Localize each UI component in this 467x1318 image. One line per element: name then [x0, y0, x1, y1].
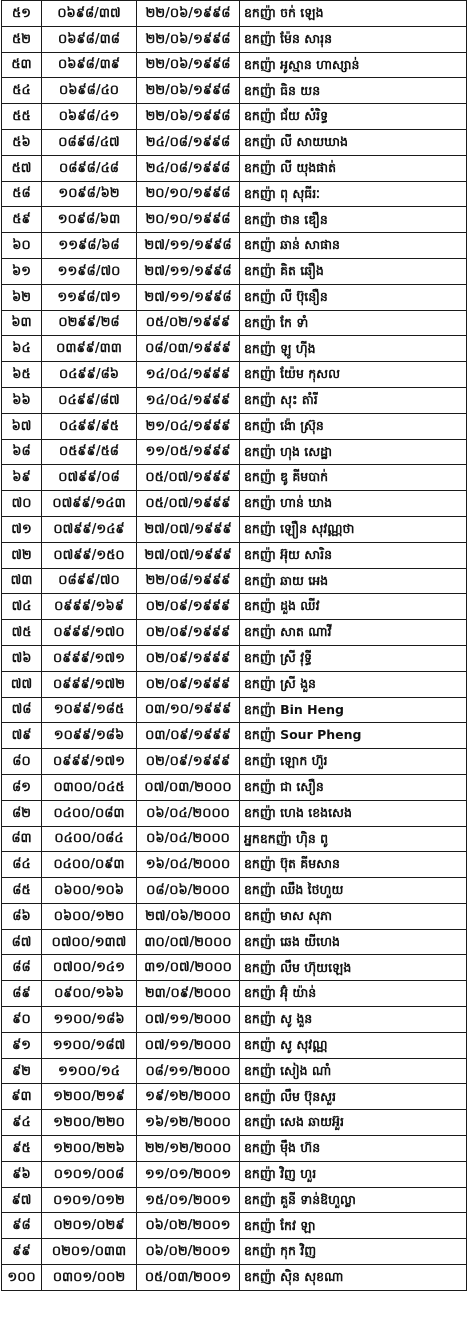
row-number-cell: ៧១	[2, 516, 42, 542]
reference-number-cell: ១១០០/១៨៦	[42, 1007, 137, 1033]
reference-number-cell: ១១៩៨/៧០	[42, 258, 137, 284]
table-row	[2, 955, 467, 981]
date-cell: ១១/០១/២០០១	[137, 1161, 240, 1187]
row-number-cell: ៧៧	[2, 671, 42, 697]
reference-number-cell: ០៧០០/១៤១	[42, 955, 137, 981]
name-cell: ឧកញ៉ា ឡូ ហ៊ីង	[240, 336, 467, 362]
row-number-cell: ៧៩	[2, 723, 42, 749]
name-cell: ឧកញ៉ា ម៉ឹង ហ៊ន	[240, 1136, 467, 1162]
table-row	[2, 774, 467, 800]
table-row	[2, 878, 467, 904]
table-row	[2, 1110, 467, 1136]
date-cell: ០២/០៩/១៩៩៩	[137, 671, 240, 697]
reference-number-cell: ០៦៩៨/៣៨	[42, 26, 137, 52]
name-cell: ឧកញ៉ា ហេង ខេងសេង	[240, 800, 467, 826]
name-cell: ឧកញ៉ា ប៊ុត គីមសាន	[240, 852, 467, 878]
reference-number-cell: ១១៩៨/៧១	[42, 284, 137, 310]
reference-number-cell: ០៥៩៩/៥៨	[42, 439, 137, 465]
name-cell: ឧកញ៉ា ឆាយ អេង	[240, 568, 467, 594]
table-row	[2, 387, 467, 413]
date-cell: ២០/១០/១៩៩៨	[137, 207, 240, 233]
date-cell: ០៨/០៣/១៩៩៩	[137, 336, 240, 362]
registry-table	[1, 0, 467, 1291]
table-row	[2, 181, 467, 207]
reference-number-cell: ០៧៩៩/១៤៩	[42, 516, 137, 542]
name-cell: ឧកញ៉ា អ៊ុយ សារិន	[240, 542, 467, 568]
row-number-cell: ៩៨	[2, 1213, 42, 1239]
date-cell: ២៧/១១/១៩៩៨	[137, 233, 240, 259]
date-cell: ០៦/០៤/២០០០	[137, 800, 240, 826]
reference-number-cell: ០៤០០/០៩៣	[42, 852, 137, 878]
row-number-cell: ៦៨	[2, 439, 42, 465]
reference-number-cell: ០៩៩៩/១៧២	[42, 671, 137, 697]
table-row	[2, 568, 467, 594]
name-cell: ឧកញ៉ា សាត ណាវី	[240, 620, 467, 646]
date-cell: ២២/០៨/១៩៩៩	[137, 568, 240, 594]
row-number-cell: ៩៦	[2, 1161, 42, 1187]
name-cell: ឧកញ៉ា ចក់ ឡេង	[240, 1, 467, 27]
reference-number-cell: ០៦០០/១២០	[42, 903, 137, 929]
row-number-cell: ៧៨	[2, 697, 42, 723]
table-row	[2, 671, 467, 697]
date-cell: ០៨/១១/២០០០	[137, 1058, 240, 1084]
name-cell: ឧកញ៉ា សៀង ណាំ	[240, 1058, 467, 1084]
row-number-cell: ៥១	[2, 1, 42, 27]
date-cell: ០៥/០៧/១៩៩៩	[137, 465, 240, 491]
row-number-cell: ៨៨	[2, 955, 42, 981]
name-cell: ឧកញ៉ា ស៊ិន សុខណា	[240, 1265, 467, 1291]
name-cell: ឧកញ៉ា ដួង ឈីវ	[240, 594, 467, 620]
row-number-cell: ៧៦	[2, 645, 42, 671]
reference-number-cell: ១០៩៩/១៨៥	[42, 697, 137, 723]
date-cell: ២៣/០៩/២០០០	[137, 981, 240, 1007]
table-row	[2, 465, 467, 491]
row-number-cell: ៥៦	[2, 129, 42, 155]
name-cell: ឧកញ៉ា ម៉ែន សារុន	[240, 26, 467, 52]
row-number-cell: ៨២	[2, 800, 42, 826]
date-cell: ២៧/១១/១៩៩៨	[137, 258, 240, 284]
reference-number-cell: ០៦៩៨/៣៩	[42, 52, 137, 78]
table-row	[2, 491, 467, 517]
reference-number-cell: ០៨៩៩/៧០	[42, 568, 137, 594]
row-number-cell: ៩០	[2, 1007, 42, 1033]
name-cell: ឧកញ៉ា សេង ឆាយអ៊ួរ	[240, 1110, 467, 1136]
name-cell: ឧកញ៉ា កែវ ឡា	[240, 1213, 467, 1239]
table-row	[2, 697, 467, 723]
name-cell: ឧកញ៉ា ជា សឿន	[240, 774, 467, 800]
table-row	[2, 78, 467, 104]
table-row	[2, 155, 467, 181]
name-cell: ឧកញ៉ា យ៉ែម កុសល	[240, 362, 467, 388]
name-cell: ឧកញ៉ា វិញ ហួរ	[240, 1161, 467, 1187]
reference-number-cell: ០៦៩៨/៤១	[42, 104, 137, 130]
row-number-cell: ៨១	[2, 774, 42, 800]
table-row	[2, 310, 467, 336]
name-cell: ឧកញ៉ា ធិន យន	[240, 78, 467, 104]
row-number-cell: ៩៧	[2, 1187, 42, 1213]
date-cell: ២២/១២/២០០០	[137, 1136, 240, 1162]
date-cell: ០៦/០២/២០០១	[137, 1239, 240, 1265]
reference-number-cell: ០៩៩៩/១៦៩	[42, 594, 137, 620]
row-number-cell: ៥៨	[2, 181, 42, 207]
name-cell: ឧកញ៉ា ឈឹង ថៃហួយ	[240, 878, 467, 904]
reference-number-cell: ០៧៩៩/១៤៣	[42, 491, 137, 517]
row-number-cell: ៦៥	[2, 362, 42, 388]
name-cell: ឧកញ៉ា ឡឿន សុវណ្ណថា	[240, 516, 467, 542]
date-cell: ០៧/១១/២០០០	[137, 1007, 240, 1033]
row-number-cell: ៦៦	[2, 387, 42, 413]
reference-number-cell: ០១០១/០១២	[42, 1187, 137, 1213]
date-cell: ០២/០៩/១៩៩៩	[137, 645, 240, 671]
date-cell: ២០/១០/១៩៩៨	[137, 181, 240, 207]
reference-number-cell: ០២៩៩/២៨	[42, 310, 137, 336]
table-row	[2, 1187, 467, 1213]
row-number-cell: ៥២	[2, 26, 42, 52]
date-cell: ២៧/០៧/១៩៩៩	[137, 516, 240, 542]
row-number-cell: ៩៩	[2, 1239, 42, 1265]
name-cell: ឧកញ៉ា អ៊ុំ យ៉ាន់	[240, 981, 467, 1007]
name-cell: ឧកញ៉ា ហាន់ ឃាង	[240, 491, 467, 517]
table-row	[2, 903, 467, 929]
reference-number-cell: ១២០០/២២៦	[42, 1136, 137, 1162]
reference-number-cell: ០៨៩៨/៤៨	[42, 155, 137, 181]
name-cell: ឧកញ៉ា ឡោក ហ៊ួរ	[240, 749, 467, 775]
table-row	[2, 1239, 467, 1265]
table-row	[2, 723, 467, 749]
date-cell: ០៦/០២/២០០១	[137, 1213, 240, 1239]
date-cell: ០៥/០៧/១៩៩៩	[137, 491, 240, 517]
date-cell: ២២/០៦/១៩៩៨	[137, 1, 240, 27]
table-row	[2, 542, 467, 568]
date-cell: ១៦/១២/២០០០	[137, 1110, 240, 1136]
name-cell: ឧកញ៉ា សូ ងួន	[240, 1007, 467, 1033]
row-number-cell: ៩៤	[2, 1110, 42, 1136]
reference-number-cell: ១១០០/១៤	[42, 1058, 137, 1084]
date-cell: ០៣/០៩/១៩៩៩	[137, 723, 240, 749]
table-row	[2, 981, 467, 1007]
date-cell: ០៧/០៣/២០០០	[137, 774, 240, 800]
reference-number-cell: ០៣០០/០៤៥	[42, 774, 137, 800]
date-cell: ០២/០៩/១៩៩៩	[137, 594, 240, 620]
reference-number-cell: ០៧៩៩/០៨	[42, 465, 137, 491]
reference-number-cell: ០៧០០/១៣៧	[42, 929, 137, 955]
row-number-cell: ៧៥	[2, 620, 42, 646]
name-cell: ឧកញ៉ា លី សាយឃាង	[240, 129, 467, 155]
name-cell: ឧកញ៉ា គួនី ទាន់ឱហួល្លា	[240, 1187, 467, 1213]
date-cell: ០៦/០៤/២០០០	[137, 826, 240, 852]
reference-number-cell: ០៦០០/១០៦	[42, 878, 137, 904]
date-cell: ០៧/១១/២០០០	[137, 1032, 240, 1058]
reference-number-cell: ០៤៩៩/៩៥	[42, 413, 137, 439]
reference-number-cell: ០៤០០/០៨៣	[42, 800, 137, 826]
reference-number-cell: ១១៩៨/៦៨	[42, 233, 137, 259]
table-row	[2, 1084, 467, 1110]
name-cell: ឧកញ៉ា សុះ តាំរី	[240, 387, 467, 413]
reference-number-cell: ០៨៩៨/៤៧	[42, 129, 137, 155]
reference-number-cell: ០៦៩៨/៣៧	[42, 1, 137, 27]
row-number-cell: ៩១	[2, 1032, 42, 1058]
date-cell: ៣១/០៧/២០០០	[137, 955, 240, 981]
reference-number-cell: ០៣០១/០០២	[42, 1265, 137, 1291]
table-row	[2, 1213, 467, 1239]
row-number-cell: ៦៧	[2, 413, 42, 439]
table-row	[2, 439, 467, 465]
row-number-cell: ៨៩	[2, 981, 42, 1007]
table-row	[2, 233, 467, 259]
date-cell: ២២/០៦/១៩៩៨	[137, 104, 240, 130]
table-row	[2, 362, 467, 388]
date-cell: ១៦/០៤/២០០០	[137, 852, 240, 878]
reference-number-cell: ០១០១/០០៨	[42, 1161, 137, 1187]
date-cell: ២២/០៦/១៩៩៨	[137, 52, 240, 78]
reference-number-cell: ០៣៩៩/៣៣	[42, 336, 137, 362]
reference-number-cell: ១២០០/២២០	[42, 1110, 137, 1136]
name-cell: ឧកញ៉ា លី ប៊ុនឿន	[240, 284, 467, 310]
name-cell: ឧកញ៉ា ឆាន់ សាផាន	[240, 233, 467, 259]
table-row	[2, 284, 467, 310]
table-row	[2, 104, 467, 130]
name-cell: ឧកញ៉ា ហុង សេដ្ឋា	[240, 439, 467, 465]
row-number-cell: ៧៤	[2, 594, 42, 620]
date-cell: ២៤/០៨/១៩៩៨	[137, 129, 240, 155]
table-row	[2, 516, 467, 542]
reference-number-cell: ១១០០/១៨៧	[42, 1032, 137, 1058]
table-row	[2, 800, 467, 826]
date-cell: ២៤/០៨/១៩៩៨	[137, 155, 240, 181]
table-row	[2, 413, 467, 439]
reference-number-cell: ០៩៩៩/១៧០	[42, 620, 137, 646]
reference-number-cell: ០៩៩៩/១៧១	[42, 749, 137, 775]
row-number-cell: ៦៩	[2, 465, 42, 491]
reference-number-cell: ១០៩៩/១៨៦	[42, 723, 137, 749]
date-cell: ០៨/០៦/២០០០	[137, 878, 240, 904]
table-row	[2, 1265, 467, 1291]
date-cell: ០៥/០៣/២០០១	[137, 1265, 240, 1291]
name-cell: ឧកញ៉ា ថាន ឌឿន	[240, 207, 467, 233]
table-row	[2, 1007, 467, 1033]
row-number-cell: ១០០	[2, 1265, 42, 1291]
reference-number-cell: ០៤៩៩/៨៦	[42, 362, 137, 388]
date-cell: ២២/០៦/១៩៩៨	[137, 26, 240, 52]
date-cell: ១៤/០៤/១៩៩៩	[137, 362, 240, 388]
date-cell: ០៣/១០/១៩៩៩	[137, 697, 240, 723]
name-cell: ឧកញ៉ា លឹម ហ៊ុយឡេង	[240, 955, 467, 981]
table-row	[2, 129, 467, 155]
row-number-cell: ៧៣	[2, 568, 42, 594]
row-number-cell: ៧០	[2, 491, 42, 517]
table-row	[2, 1136, 467, 1162]
row-number-cell: ៨៧	[2, 929, 42, 955]
row-number-cell: ៨៤	[2, 852, 42, 878]
row-number-cell: ៥៧	[2, 155, 42, 181]
registry-table-body	[2, 1, 467, 1291]
name-cell: ឧកញ៉ា កុក វិញ	[240, 1239, 467, 1265]
row-number-cell: ៨៦	[2, 903, 42, 929]
table-row	[2, 594, 467, 620]
name-cell: ឧកញ៉ា ស្រី វុទ្ធី	[240, 645, 467, 671]
table-row	[2, 207, 467, 233]
date-cell: ០២/០៩/១៩៩៩	[137, 749, 240, 775]
reference-number-cell: ១២០០/២១៩	[42, 1084, 137, 1110]
row-number-cell: ៩២	[2, 1058, 42, 1084]
row-number-cell: ៦៣	[2, 310, 42, 336]
row-number-cell: ៥៤	[2, 78, 42, 104]
reference-number-cell: ០៧៩៩/១៥០	[42, 542, 137, 568]
date-cell: ១៤/០៤/១៩៩៩	[137, 387, 240, 413]
table-row	[2, 852, 467, 878]
reference-number-cell: ១០៩៨/៦៣	[42, 207, 137, 233]
date-cell: ៣០/០៧/២០០០	[137, 929, 240, 955]
reference-number-cell: ០៩០០/១៦៦	[42, 981, 137, 1007]
row-number-cell: ៥៣	[2, 52, 42, 78]
table-row	[2, 52, 467, 78]
row-number-cell: ៦២	[2, 284, 42, 310]
reference-number-cell: ០២០១/០៣៣	[42, 1239, 137, 1265]
table-row	[2, 1161, 467, 1187]
row-number-cell: ៨០	[2, 749, 42, 775]
date-cell: ០២/០៩/១៩៩៩	[137, 620, 240, 646]
row-number-cell: ៥៥	[2, 104, 42, 130]
reference-number-cell: ០២០១/០២៩	[42, 1213, 137, 1239]
table-row	[2, 336, 467, 362]
table-row	[2, 826, 467, 852]
name-cell: ឧកញ៉ា ង៉ោ ស្រ៊ុន	[240, 413, 467, 439]
date-cell: ០៥/០២/១៩៩៩	[137, 310, 240, 336]
name-cell: ឧកញ៉ា មាស សុភា	[240, 903, 467, 929]
reference-number-cell: ០៦៩៨/៤០	[42, 78, 137, 104]
table-row	[2, 645, 467, 671]
row-number-cell: ៧២	[2, 542, 42, 568]
table-row	[2, 749, 467, 775]
row-number-cell: ៦០	[2, 233, 42, 259]
table-row	[2, 929, 467, 955]
name-cell: ឧកញ៉ា ឌូ គីមបាក់	[240, 465, 467, 491]
table-row	[2, 620, 467, 646]
table-row	[2, 258, 467, 284]
name-cell: ឧកញ៉ា ជ័យ សំរិទ្ធ	[240, 104, 467, 130]
name-cell: ឧកញ៉ា សូ សុវណ្ណ	[240, 1032, 467, 1058]
date-cell: ១៩/១២/២០០០	[137, 1084, 240, 1110]
name-cell: ឧកញ៉ា កែ ទាំ	[240, 310, 467, 336]
name-cell: អ្នកឧកញ៉ា ហ៊ិន ពូ	[240, 826, 467, 852]
row-number-cell: ៩៣	[2, 1084, 42, 1110]
reference-number-cell: ០៤៩៩/៨៧	[42, 387, 137, 413]
row-number-cell: ៨៣	[2, 826, 42, 852]
name-cell: ឧកញ៉ា គិត ឆឿង	[240, 258, 467, 284]
date-cell: ១១/០៥/១៩៩៩	[137, 439, 240, 465]
row-number-cell: ៨៥	[2, 878, 42, 904]
name-cell: ឧកញ៉ា លឹម ប៊ុនសួរ	[240, 1084, 467, 1110]
reference-number-cell: ១០៩៨/៦២	[42, 181, 137, 207]
row-number-cell: ៥៩	[2, 207, 42, 233]
table-row	[2, 1058, 467, 1084]
table-row	[2, 1, 467, 27]
row-number-cell: ៦១	[2, 258, 42, 284]
date-cell: ២២/០៦/១៩៩៨	[137, 78, 240, 104]
name-cell: ឧកញ៉ា ពុ សុធីរៈ	[240, 181, 467, 207]
table-row	[2, 1032, 467, 1058]
date-cell: ២៧/០៦/២០០០	[137, 903, 240, 929]
date-cell: ១៥/០១/២០០១	[137, 1187, 240, 1213]
row-number-cell: ៦៤	[2, 336, 42, 362]
reference-number-cell: ០៩៩៩/១៧១	[42, 645, 137, 671]
name-cell: ឧកញ៉ា ឆេង យីហេង	[240, 929, 467, 955]
date-cell: ២៧/១១/១៩៩៨	[137, 284, 240, 310]
row-number-cell: ៩៥	[2, 1136, 42, 1162]
reference-number-cell: ០៤០០/០៨៤	[42, 826, 137, 852]
name-cell: ឧកញ៉ា អូស្មាន ហាស្សាន់	[240, 52, 467, 78]
date-cell: ២១/០៤/១៩៩៩	[137, 413, 240, 439]
name-cell: ឧកញ៉ា Sour Pheng	[240, 723, 467, 749]
date-cell: ២៧/០៧/១៩៩៩	[137, 542, 240, 568]
name-cell: ឧកញ៉ា Bin Heng	[240, 697, 467, 723]
name-cell: ឧកញ៉ា ស្រី ងួន	[240, 671, 467, 697]
table-row	[2, 26, 467, 52]
name-cell: ឧកញ៉ា លី យុងផាត់	[240, 155, 467, 181]
